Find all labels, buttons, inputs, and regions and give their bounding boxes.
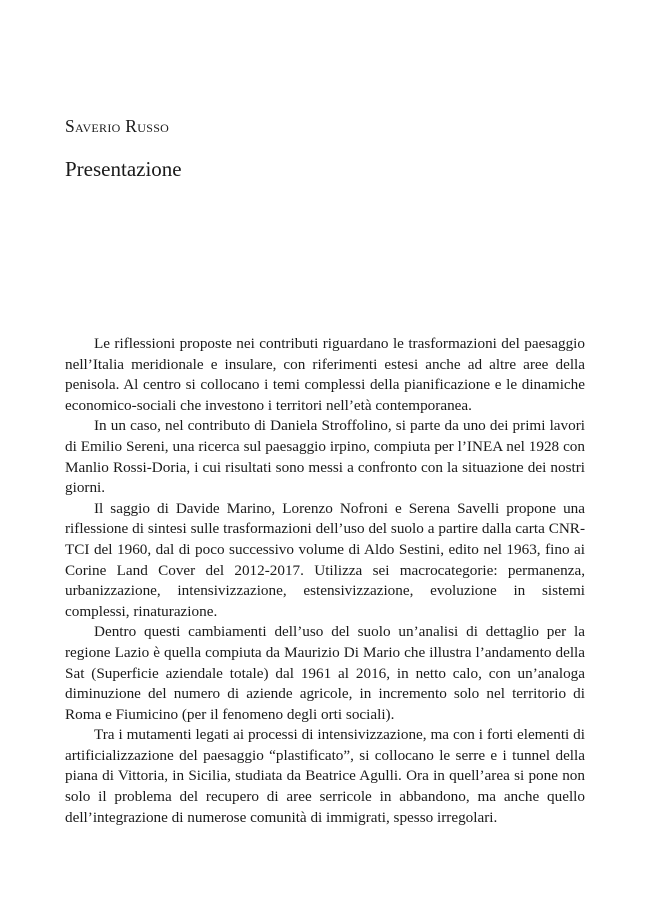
paragraph-3: Il saggio di Davide Marino, Lorenzo Nofroni e Serena Savelli propone una riflessione di sintesi sulle trasformazioni dell’uso del suolo a partire dalla carta CNR-TCI del 1960, dal di poco successivo volume di Aldo Sestini, edito nel 1963, fino ai Corine Land Cover del 2012-2017. Utilizza sei macrocategorie: permanenza, urbanizzazione, intensivizzazione, estensivizzazione, evoluzione in sistemi complessi, rinaturazione. bbox=[65, 499, 585, 620]
paragraph-5: Tra i mutamenti legati ai processi di intensivizzazione, ma con i forti elementi di artificializzazione del paesaggio “plastificato”, si collocano le serre e i tunnel della piana di Vittoria, in Sicilia, studiata da Beatrice Agulli. Ora in quell’area si pone non solo il problema del recupero di aree serricole in abbandono, ma anche quello dell’integrazione di numerose comunità di immigrati, spesso irregolari. bbox=[65, 726, 585, 826]
paragraph-1: Le riflessioni proposte nei contributi riguardano le trasformazioni del paesaggio nell’Italia meridionale e insulare, con riferimenti estesi anche ad altre aree della penisola. Al centro si collocano i temi complessi della pianificazione e le dinamiche economico-sociali che investono i territori nell’età contemporanea. bbox=[65, 335, 585, 414]
paragraph-4: Dentro questi cambiamenti dell’uso del suolo un’analisi di dettaglio per la regione Lazio è quella compiuta da Maurizio Di Mario che illustra l’andamento della Sat (Superficie aziendale totale) dal 1961 al 2016, in netto calo, con un’analoga diminuzione del numero di aziende agricole, in incremento solo nel territorio di Roma e Fiumicino (per il fenomeno degli orti sociali). bbox=[65, 623, 585, 723]
author-name: Saverio Russo bbox=[65, 116, 170, 136]
body-text bbox=[65, 334, 585, 828]
chapter-title: Presentazione bbox=[65, 157, 182, 181]
paragraph-2: In un caso, nel contributo di Daniela Stroffolino, si parte da uno dei primi lavori di Emilio Sereni, una ricerca sul paesaggio irpino, compiuta per l’INEA nel 1928 con Manlio Rossi-Doria, i cui risultati sono messi a confronto con la situazione dei nostri giorni. bbox=[65, 417, 585, 497]
